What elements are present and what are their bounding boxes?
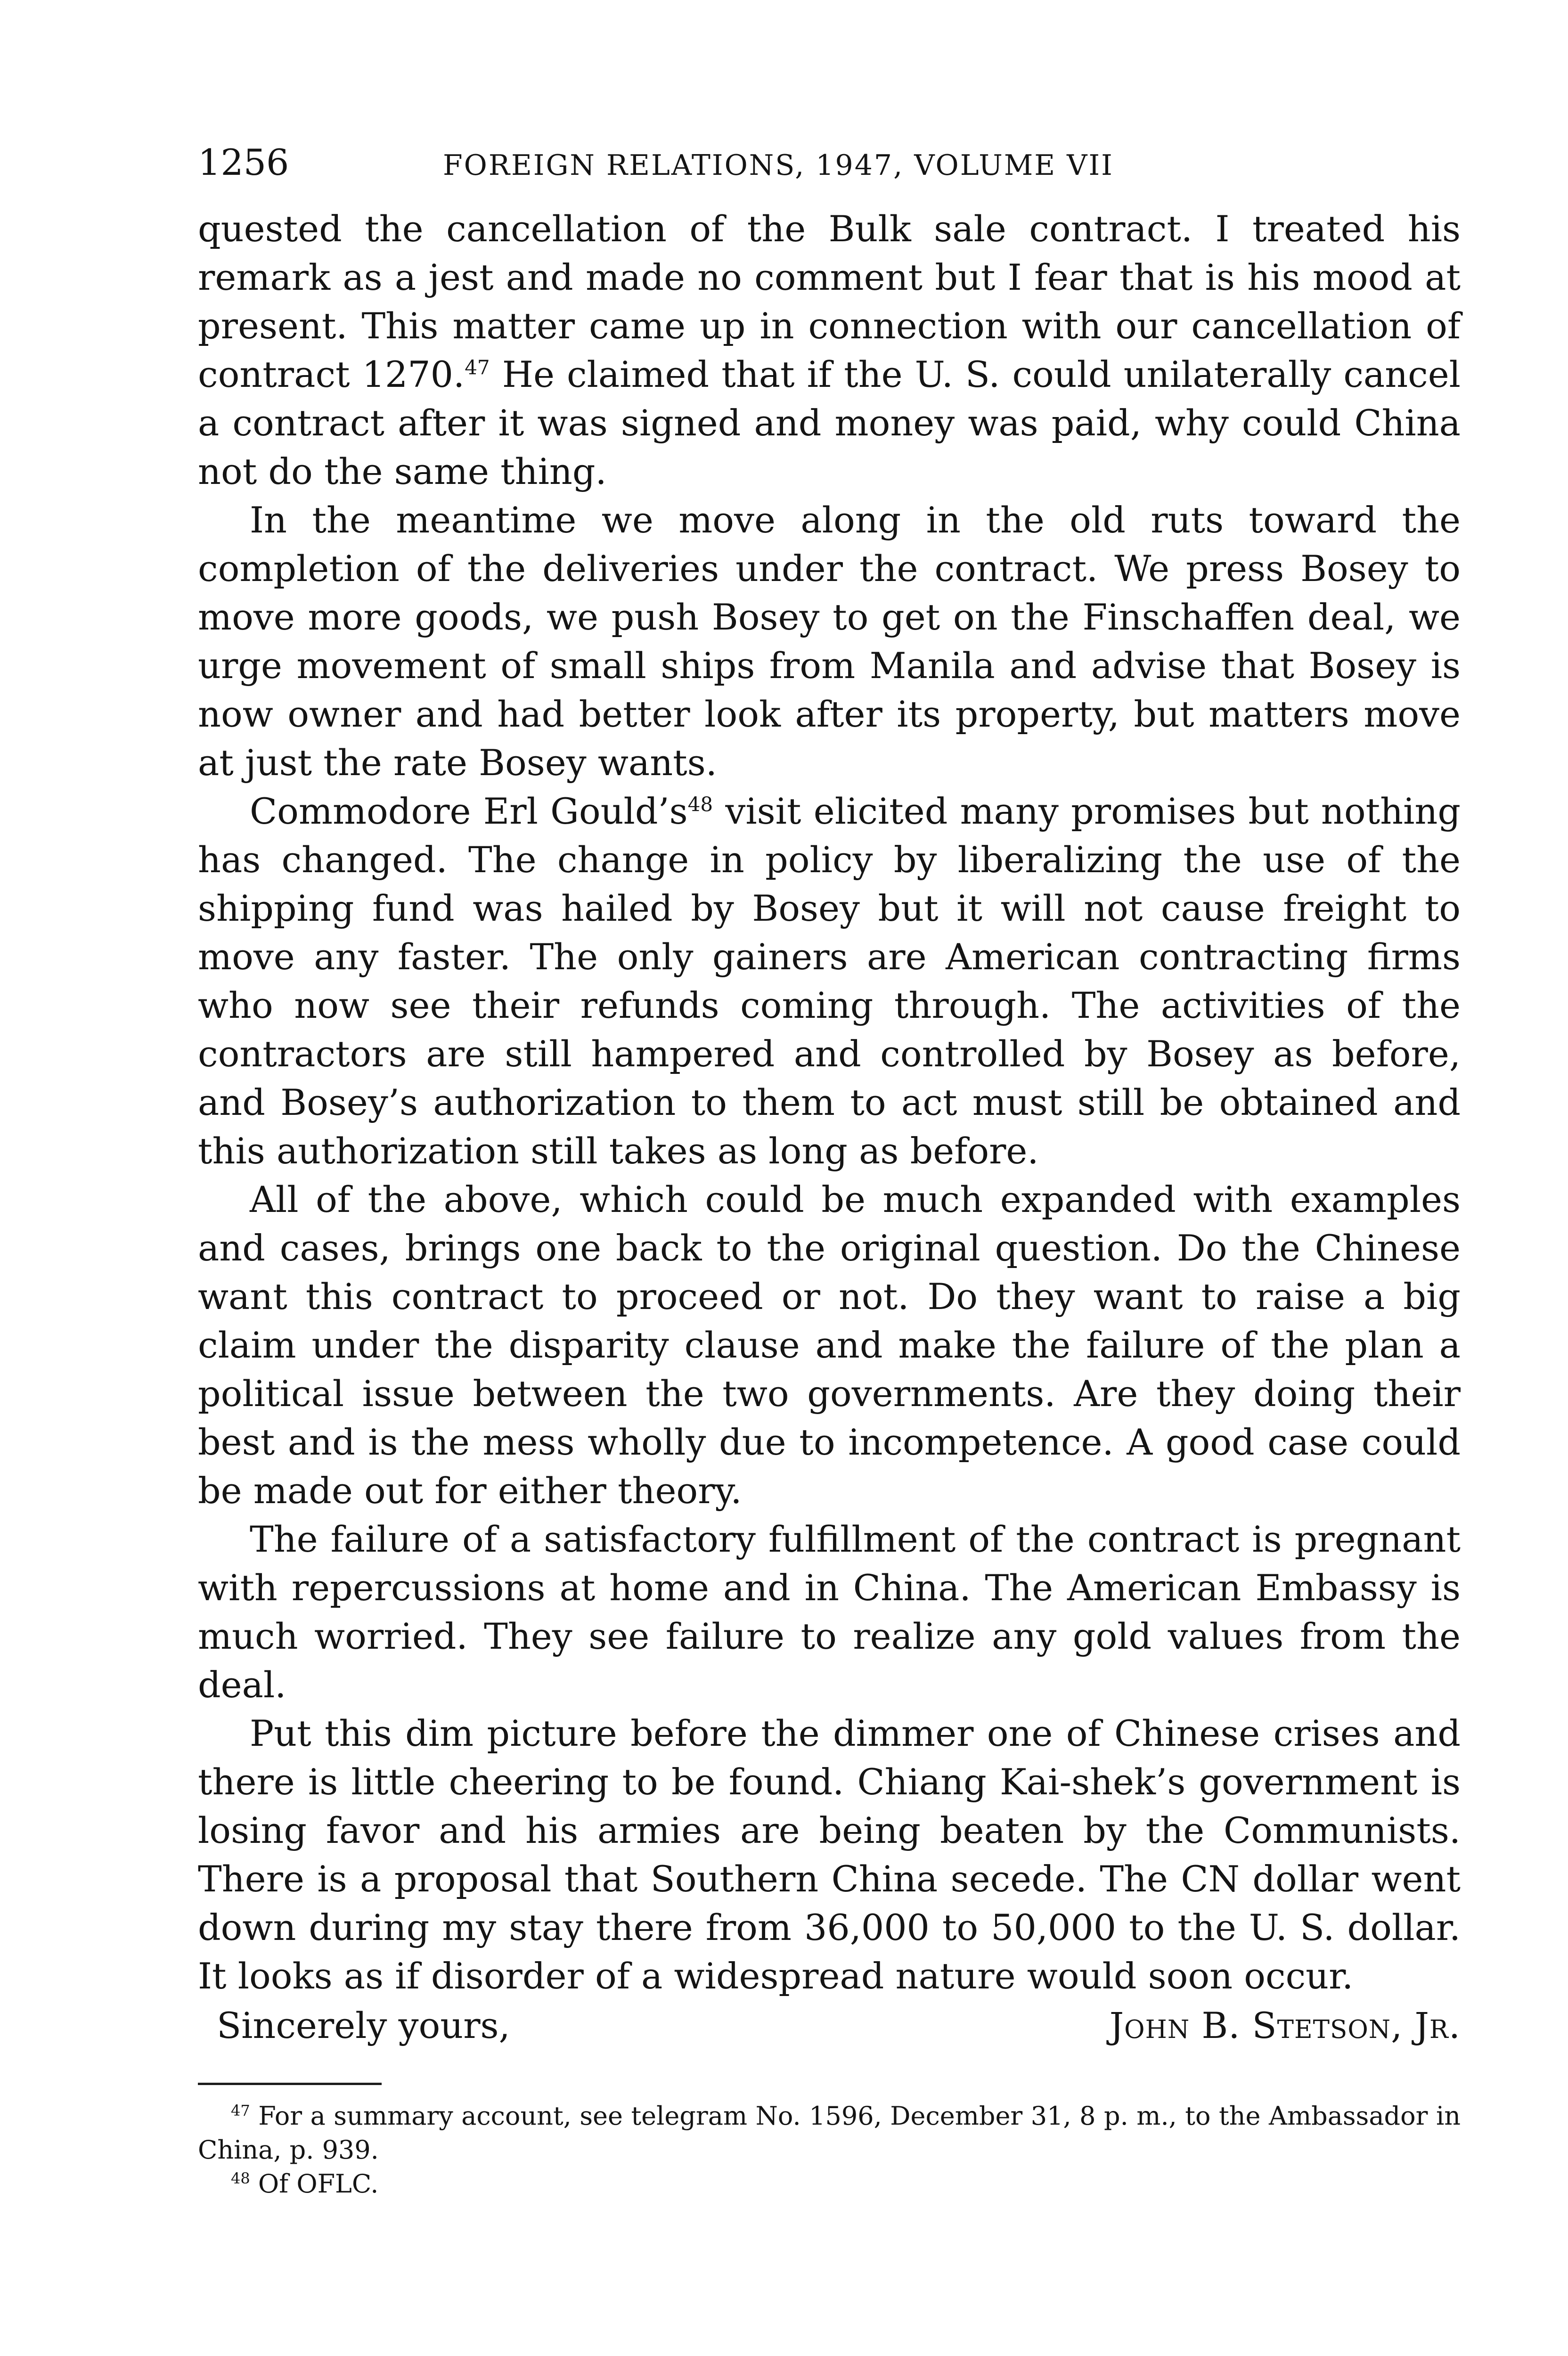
paragraph: Put this dim picture before the dimmer one of Chinese crises and there is little cheering to be found. Chiang Kai-shek’s government is losing favor and his armies are being beaten by the Communists. There is a proposal that Southern China secede. The CN dollar went down during my stay there from 36,000 to 50,000 to the U. S. dollar. It looks as if disorder of a widespread nature would soon occur. xyxy=(198,1712,1461,1997)
footnote xyxy=(198,2167,1461,2201)
paragraph: In the meantime we move along in the old ruts toward the completion of the deliveries under the contract. We press Bosey to move more goods, we push Bosey to get on the Finschaffen deal, we urge movement of small ships from Manila and advise that Bosey is now owner and had better look after its property, but matters move at just the rate Bosey wants. xyxy=(198,499,1461,784)
letter-body xyxy=(198,205,1461,2000)
footnote-text: For a summary account, see telegram No. 1596, December 31, 8 p. m., to the Ambassador in China, p. 939. xyxy=(198,2101,1461,2165)
footnote xyxy=(198,2099,1461,2167)
closing-salutation: Sincerely yours, xyxy=(217,2004,510,2046)
footnote-number: 48 xyxy=(231,2169,250,2187)
running-title: FOREIGN RELATIONS, 1947, VOLUME VII xyxy=(443,149,1114,182)
footnote-divider xyxy=(198,2083,382,2085)
paragraph-text: quested the cancellation of the Bulk sale contract. I treated his remark as a jest and made no comment but I fear that is his mood at present. This matter came up in connection with our cancellation of contract 1270. xyxy=(198,208,1461,395)
footnotes xyxy=(198,2099,1461,2201)
document-page xyxy=(198,141,1461,2201)
paragraph-text: He claimed that if the U. S. could unilaterally cancel a contract after it was signed and money was paid, why could China not do the same thing. xyxy=(198,353,1461,492)
paragraph xyxy=(198,787,1461,1175)
paragraph-continued xyxy=(198,205,1461,496)
signature: John B. Stetson, Jr. xyxy=(1109,2004,1461,2046)
letter-closing xyxy=(198,2001,1461,2050)
paragraph: All of the above, which could be much expanded with examples and cases, brings one back to the original question. Do the Chinese want this contract to proceed or not. Do they want to raise a big claim under the disparity clause and make the failure of the plan a political issue between the two governments. Are they doing their best and is the mess wholly due to incompetence. A good case could be made out for either theory. xyxy=(198,1178,1461,1512)
page-number: 1256 xyxy=(198,141,289,183)
footnote-reference: 48 xyxy=(687,793,713,816)
running-header xyxy=(198,141,1461,188)
paragraph: The failure of a satisfactory fulfillment of the contract is pregnant with repercussions at home and in China. The American Embassy is much worried. They see failure to realize any gold values from the deal. xyxy=(198,1518,1461,1706)
footnote-reference: 47 xyxy=(465,356,490,379)
paragraph-text: visit elicited many promises but nothing has changed. The change in policy by liberalizing the use of the shipping fund was hailed by Bosey but it will not cause freight to move any faster. The only gainers are American contracting firms who now see their refunds coming through. The activities of the contractors are still hampered and controlled by Bosey as before, and Bosey’s authorization to them to act must still be obtained and this authorization still takes as long as before. xyxy=(198,790,1461,1172)
paragraph-text: Commodore Erl Gould’s xyxy=(250,790,688,832)
footnote-number: 47 xyxy=(231,2102,250,2119)
footnote-text: Of OFLC. xyxy=(258,2169,379,2199)
